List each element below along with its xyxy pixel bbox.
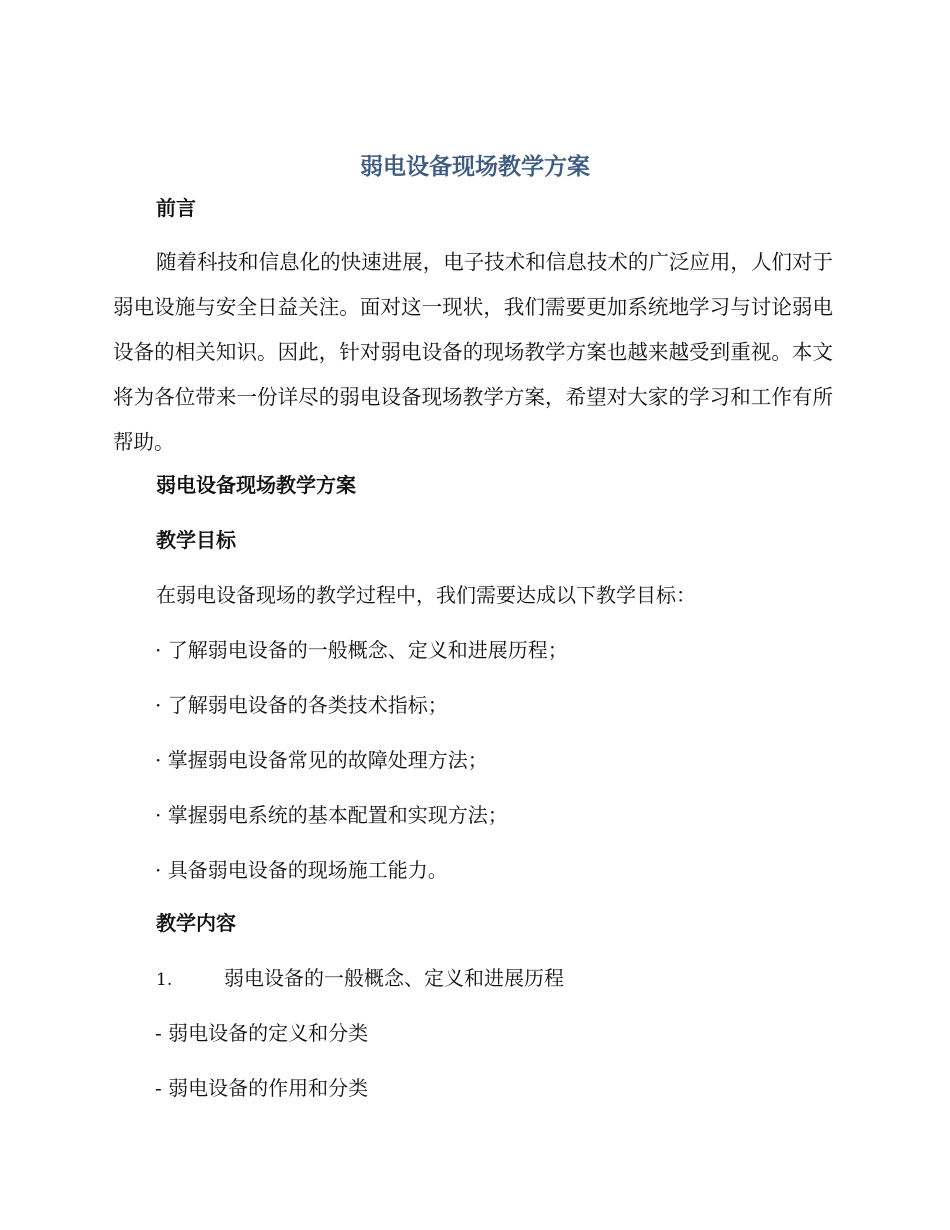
goal-list-item: · 具备弱电设备的现场施工能力。 [155,858,448,882]
goals-heading-block [113,525,833,555]
preface-heading: 前言 [156,196,196,220]
content-subitem: - 弱电设备的定义和分类 [155,1021,369,1045]
subitem-2-block [155,1073,875,1103]
content-heading: 教学内容 [156,911,236,935]
content-item-1-block [156,963,876,995]
content-list-item [156,963,876,995]
content-heading-block [113,908,833,938]
list-number: 1. [156,970,173,990]
goal-item-4-block [155,800,875,830]
goals-intro-block [113,580,833,610]
goals-heading: 教学目标 [156,528,236,552]
goal-list-item: · 掌握弱电系统的基本配置和实现方法； [155,803,508,827]
goal-item-5-block [155,855,875,885]
preface-paragraph: 随着科技和信息化的快速进展，电子技术和信息技术的广泛应用，人们对于弱电设施与安全日益关注。面对这一现状，我们需要更加系统地学习与讨论弱电设备的相关知识。因此，针对弱电设备的现场教学方案也越来越受到重视。本文将为各位带来一份详尽的弱电设备现场教学方案，希望对大家的学习和工作有所帮助。 [113,250,833,454]
goal-list-item: · 掌握弱电设备常见的故障处理方法； [155,748,488,772]
document-title: 弱电设备现场教学方案 [360,154,590,180]
list-item-text: 弱电设备的一般概念、定义和进展历程 [224,966,564,990]
section-heading: 弱电设备现场教学方案 [156,473,356,497]
preface-heading-block [113,193,833,223]
goal-list-item: · 了解弱电设备的各类技术指标； [155,693,448,717]
goal-item-1-block [155,635,875,665]
goal-item-3-block [155,745,875,775]
goals-intro: 在弱电设备现场的教学过程中，我们需要达成以下教学目标： [156,583,696,607]
goal-item-2-block [155,690,875,720]
subitem-1-block [155,1018,875,1048]
preface-paragraph-block [113,240,833,465]
content-subitem: - 弱电设备的作用和分类 [155,1076,369,1100]
section-heading-block [113,470,833,500]
goal-list-item: · 了解弱电设备的一般概念、定义和进展历程； [155,638,568,662]
